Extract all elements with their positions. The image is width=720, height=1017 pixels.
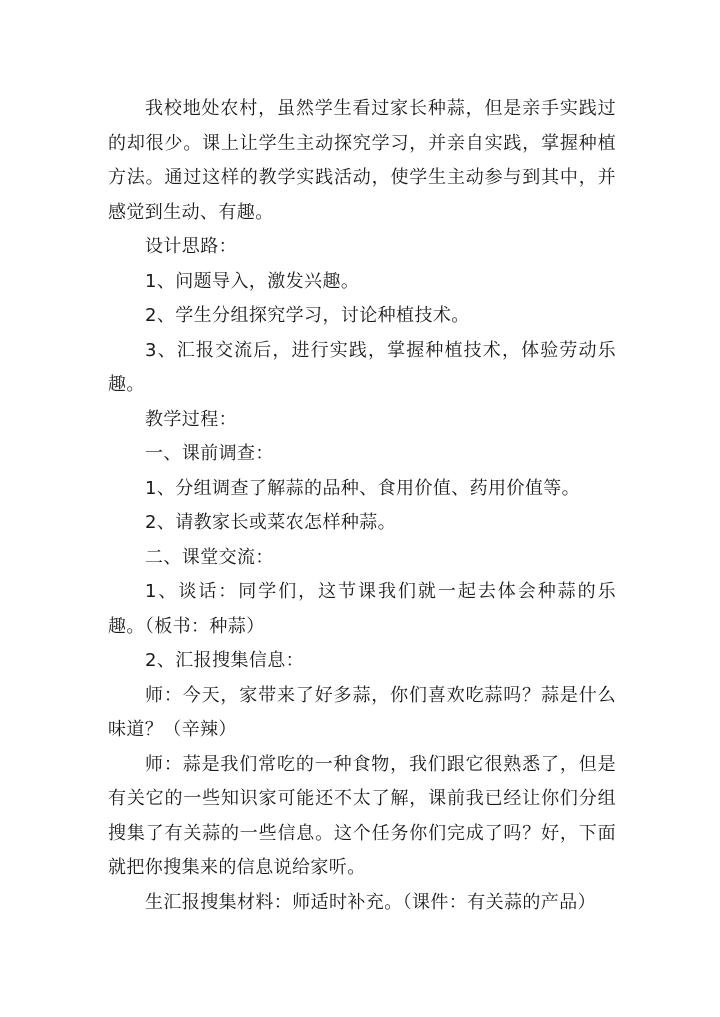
exchange-item-2: 2、汇报搜集信息： — [145, 650, 305, 671]
pre-class-survey-heading: 一、课前调查： — [145, 443, 274, 464]
survey-item-1: 1、分组调查了解蒜的品种、食用价值、药用价值等。 — [145, 477, 581, 499]
design-point-3: 3、汇报交流后，进行实践，掌握种植技术，体验劳动乐趣。 — [108, 339, 616, 395]
student-report: 生汇报搜集材料：师适时补充。（课件：有关蒜的产品） — [145, 891, 596, 913]
intro-paragraph: 我校地处农村，虽然学生看过家长种蒜，但是亲手实践过的却很少。课上让学生主动探究学习，并亲自实践，掌握种植方法。通过这样的教学实践活动，使学生主动参与到其中，并感觉到生动、有趣。 — [108, 98, 616, 223]
design-point-2: 2、学生分组探究学习，讨论种植技术。 — [145, 305, 470, 326]
classroom-exchange-heading: 二、课堂交流： — [145, 546, 274, 568]
teaching-process-heading: 教学过程： — [145, 408, 237, 430]
exchange-item-1: 1、谈话：同学们，这节课我们就一起去体会种蒜的乐趣。（板书：种蒜） — [108, 581, 616, 637]
design-point-1: 1、问题导入，激发兴趣。 — [145, 270, 360, 292]
teacher-dialogue-1: 师：今天，家带来了好多蒜，你们喜欢吃蒜吗？蒜是什么味道？（辛辣） — [108, 684, 616, 740]
design-thinking-heading: 设计思路： — [145, 236, 237, 257]
teacher-dialogue-2: 师：蒜是我们常吃的一种食物，我们跟它很熟悉了，但是有关它的一些知识家可能还不太了解，课前我已经让你们分组搜集了有关蒜的一些信息。这个任务你们完成了吗？好，下面就把你搜集来的信息说给家听。 — [108, 753, 616, 878]
survey-item-2: 2、请教家长或菜农怎样种蒜。 — [145, 512, 397, 533]
document-body — [108, 92, 616, 920]
